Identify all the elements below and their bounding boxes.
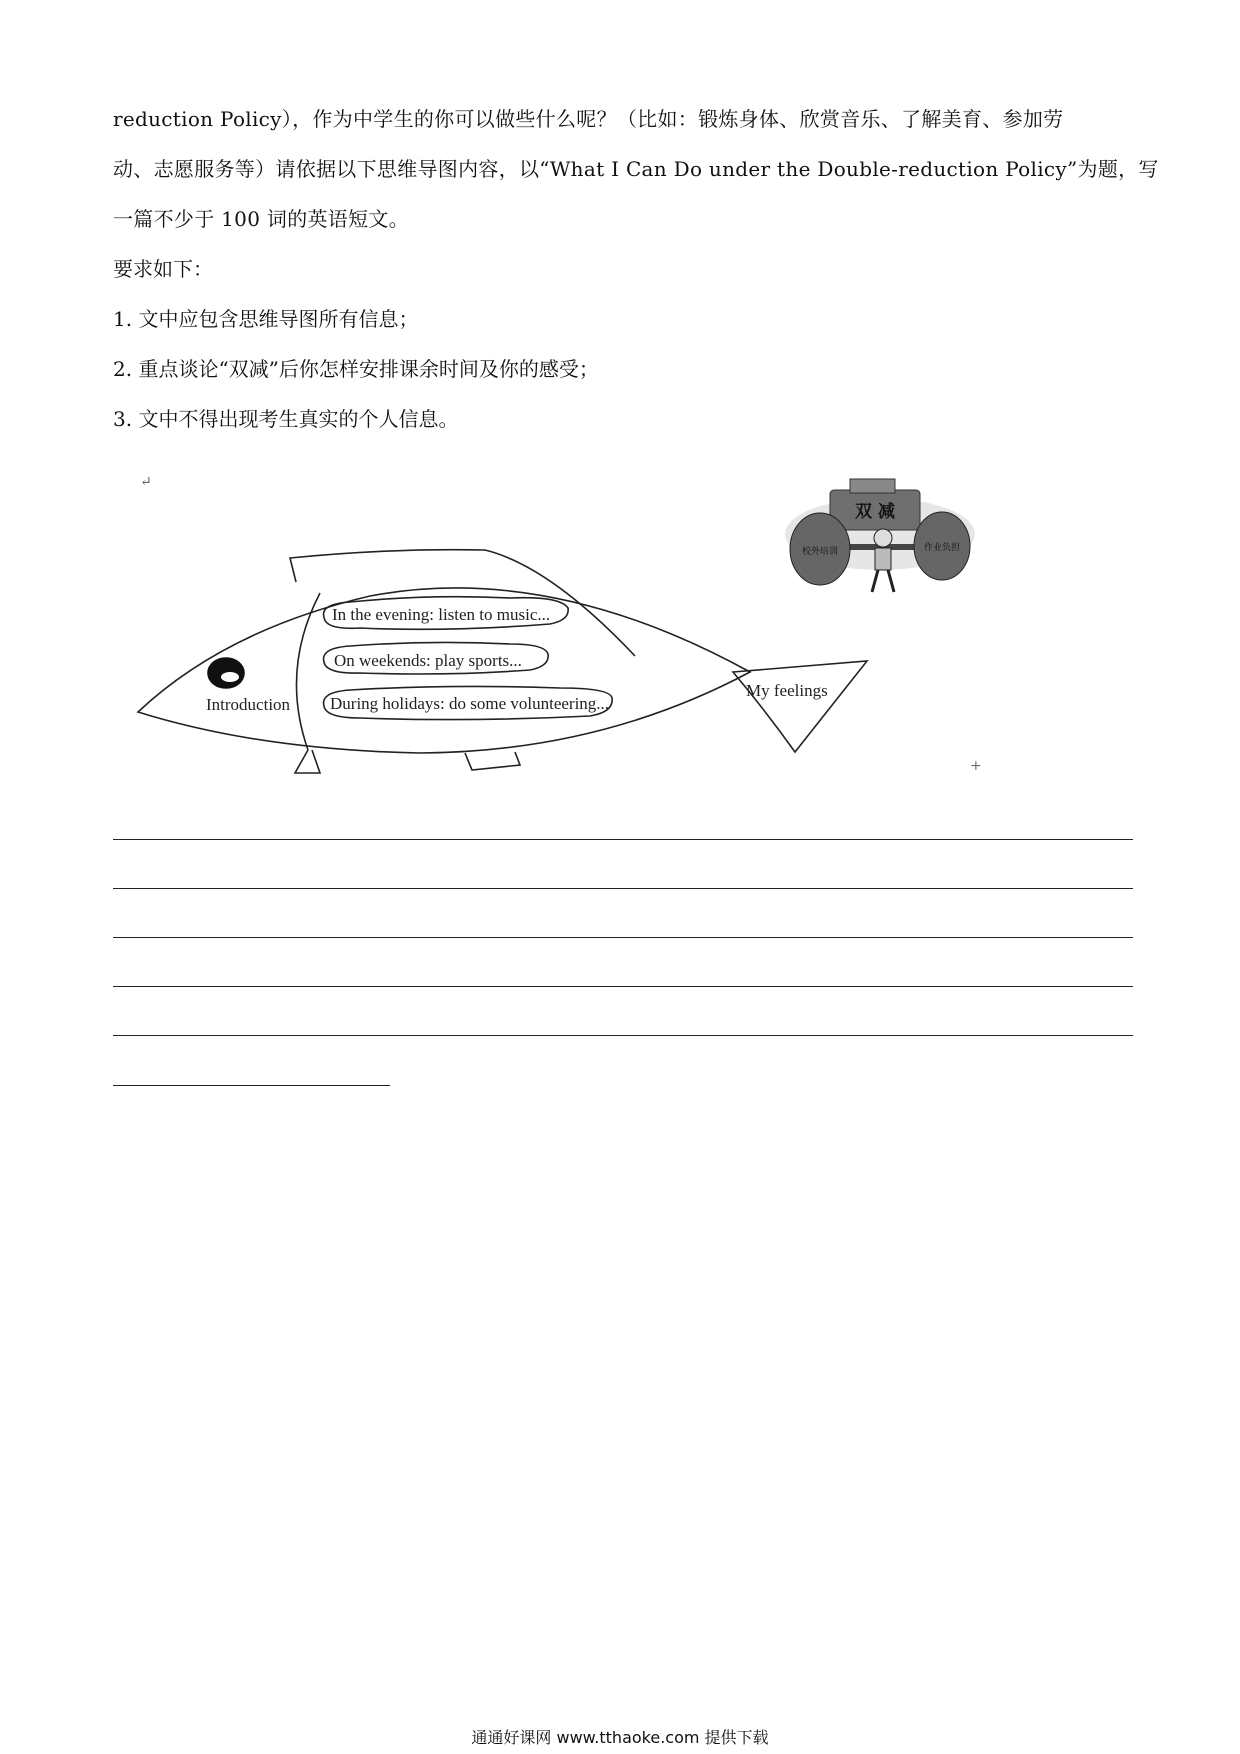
cartoon-figure-leg [888,570,894,592]
body-item-1: In the evening: listen to music... [332,605,551,624]
writing-line[interactable] [113,986,1133,987]
body-bubble-2 [324,642,549,674]
bottom-fin-back [465,752,520,770]
double-reduction-cartoon [780,474,980,604]
cartoon-sign-text: 双 减 [855,502,895,522]
writing-line[interactable] [113,937,1133,938]
prompt-line-1: reduction Policy），作为中学生的你可以做些什么呢？（比如：锻炼身体、欣赏音乐、了解美育、参加劳 [113,107,1064,131]
return-mark: ↵ [140,474,152,490]
body-bubble-3 [324,686,613,719]
cartoon-figure-head [874,529,892,547]
cartoon-left-weight-label: 校外培训 [801,547,839,557]
tail-fin [733,661,867,752]
requirement-item: 1. 文中应包含思维导图所有信息； [113,307,419,331]
cartoon-sign-top [850,479,895,493]
prompt-line-2: 动、志愿服务等）请依据以下思维导图内容，以“What I Can Do under the Double-reduction Policy”为题，写 [113,157,1159,181]
tail-label: My feelings [746,681,828,700]
cross-mark: + [970,758,982,774]
writing-line[interactable] [113,1035,1133,1036]
fish-mind-map [130,520,870,780]
requirement-item: 3. 文中不得出现考生真实的个人信息。 [113,407,459,431]
cartoon-right-weight-label: 作业负担 [923,543,961,553]
body-item-2: On weekends: play sports... [334,651,522,670]
requirement-item: 2. 重点谈论“双减”后你怎样安排课余时间及你的感受； [113,357,599,381]
head-label: Introduction [206,695,291,714]
cartoon-figure-body [875,548,891,570]
requirements [113,244,599,444]
page-footer: 通通好课网 www.tthaoke.com 提供下载 [471,1728,769,1747]
writing-line[interactable] [113,839,1133,840]
writing-line[interactable] [113,888,1133,889]
body-item-3: During holidays: do some volunteering... [330,694,610,713]
writing-line-short[interactable] [113,1085,390,1086]
prompt-line-3: 一篇不少于 100 词的英语短文。 [113,207,409,231]
fish-eye-highlight [221,672,239,682]
cartoon-figure-leg [872,570,878,592]
bottom-fin-front [295,750,320,773]
prompt-paragraph [113,94,1159,244]
body-bubble-1 [324,597,569,630]
requirements-heading: 要求如下： [113,257,213,281]
